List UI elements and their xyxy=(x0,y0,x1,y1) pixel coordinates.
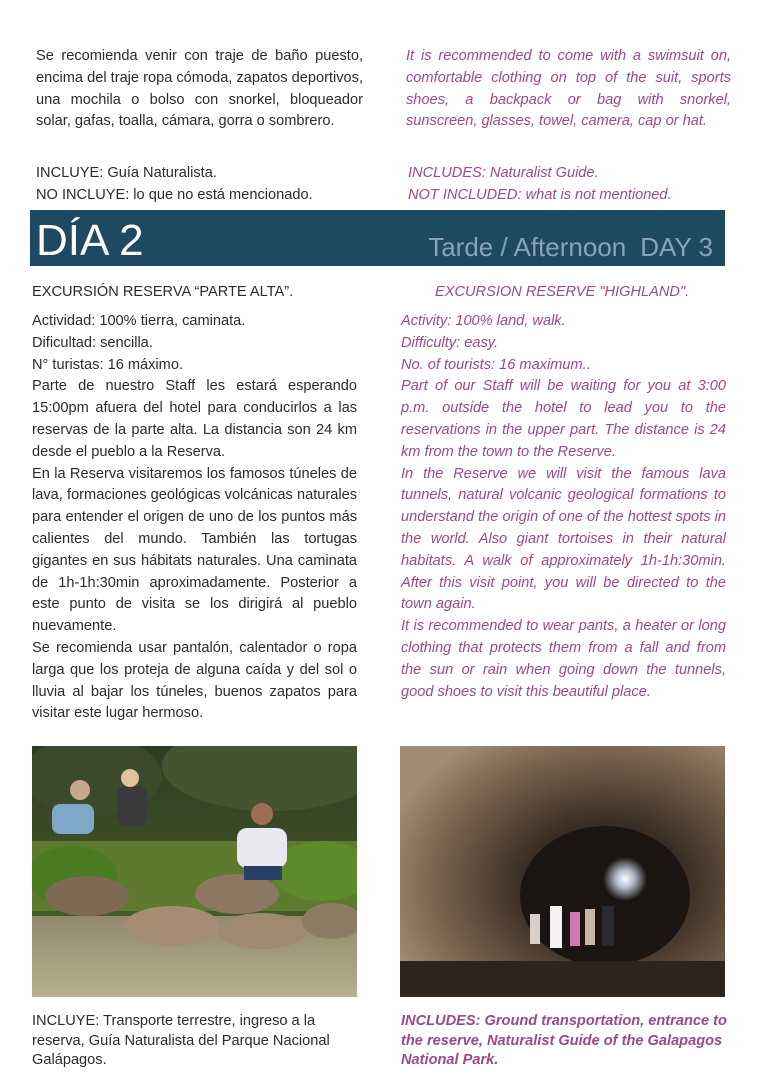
en-body-1: Part of our Staff will be waiting for you at 3:00 p.m. outside the hotel to lead you to the reservations in the upper part. The distance is 24 km from the town to the Reserve. xyxy=(401,378,726,460)
en-excursion-details xyxy=(401,311,726,703)
es-includes: INCLUYE: Guía Naturalista. xyxy=(36,165,217,181)
es-body-1: Parte de nuestro Staff les estará esperando 15:00pm afuera del hotel para conducirlos a las reservas de la parte alta. La distancia son 24 km desde el pueblo a la Reserva. xyxy=(32,378,357,460)
en-includes-block xyxy=(408,163,738,207)
es-body-3: Se recomienda usar pantalón, calentador o ropa larga que los proteja de alguna caída y del sol o lluvia al bajar los túneles, buenos zapatos para visitar este lugar hermoso. xyxy=(32,639,357,722)
es-difficulty: Dificultad: sencilla. xyxy=(32,334,153,351)
en-body-3: It is recommended to wear pants, a heater or long clothing that protects them from a fall and from the sun or rain when going down the tunnels, good shoes to visit this beautiful place. xyxy=(401,618,726,700)
time-of-day-label: Tarde / Afternoon xyxy=(428,232,627,262)
es-activity: Actividad: 100% tierra, caminata. xyxy=(32,313,246,329)
tortoise-photo xyxy=(32,746,357,997)
es-includes-block xyxy=(36,163,376,207)
day-en-heading: DAY 3 xyxy=(640,232,713,262)
en-activity: Activity: 100% land, walk. xyxy=(401,313,566,329)
footer-es-includes: INCLUYE: Transporte terrestre, ingreso a la reserva, Guía Naturalista del Parque Nacional Galápagos. xyxy=(32,1013,330,1069)
banner-right-text xyxy=(428,232,713,262)
en-includes: INCLUDES: Naturalist Guide. xyxy=(408,165,599,181)
es-excursion-details xyxy=(32,311,357,725)
en-not-included: NOT INCLUDED: what is not mentioned. xyxy=(408,186,672,203)
footer-en-includes: INCLUDES: Ground transportation, entrance to the reserve, Naturalist Guide of the Galapagos National Park. xyxy=(401,1013,727,1069)
en-body-2: In the Reserve we will visit the famous lava tunnels, natural volcanic geological formations to understand the origin of one of the hottest spots in the world. Also giant tortoises in their natural habitats. A walk of approximately 1h-1h:30min. After this visit point, you will be directed to the town again. xyxy=(401,465,726,613)
en-tourists: No. of tourists: 16 maximum.. xyxy=(401,356,591,373)
es-body-2: En la Reserva visitaremos los famosos túneles de lava, formaciones geológicas volcánicas naturales para entender el origen de uno de los puntos más calientes del mundo. También las tortugas gigantes en sus hábitats naturales. Una caminata de 1h-1h:30min aproximadamente. Posterior a este punto de visita se los dirigirá al pueblo nuevamente. xyxy=(32,465,357,635)
excursion-title-es: EXCURSIÓN RESERVA “PARTE ALTA”. xyxy=(32,284,294,300)
es-recommend-paragraph: Se recomienda venir con traje de baño puesto, encima del traje ropa cómoda, zapatos deportivos, una mochila o bolso con snorkel, bloqueador solar, gafas, toalla, cámara, gorra o sombrero. xyxy=(36,48,363,130)
day-es-heading: DÍA 2 xyxy=(36,216,144,265)
en-recommend-paragraph: It is recommended to come with a swimsuit on, comfortable clothing on top of the suit, sports shoes, a backpack or bag with snorkel, sunscreen, glasses, towel, camera, cap or hat. xyxy=(406,48,731,130)
lava-tunnel-photo xyxy=(400,746,725,997)
excursion-title-en: EXCURSION RESERVE "HIGHLAND". xyxy=(435,284,690,300)
en-difficulty: Difficulty: easy. xyxy=(401,334,499,351)
es-tourists: N° turistas: 16 máximo. xyxy=(32,356,184,373)
day-banner xyxy=(30,210,725,266)
es-not-included: NO INCLUYE: lo que no está mencionado. xyxy=(36,186,313,203)
